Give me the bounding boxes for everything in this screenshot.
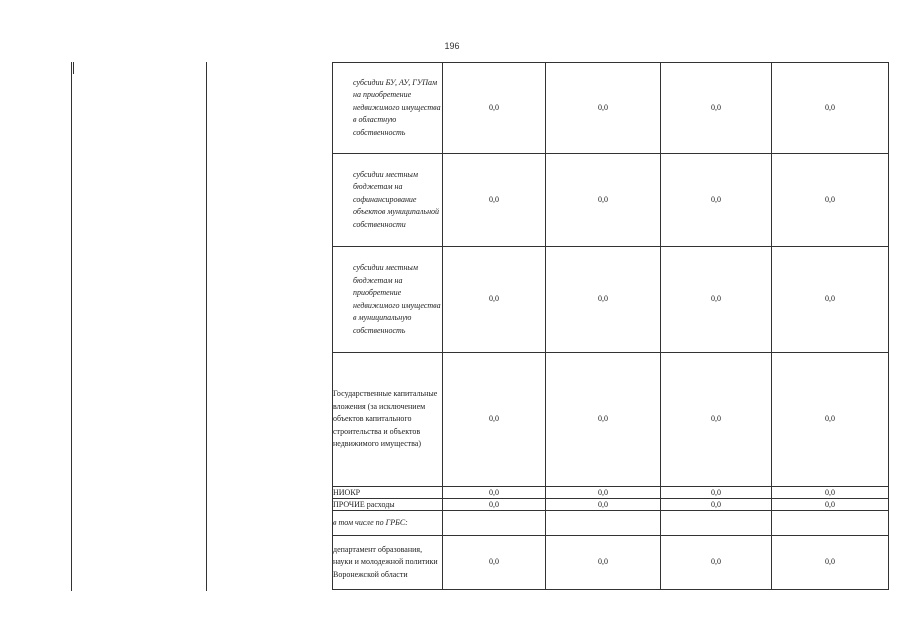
budget-table xyxy=(332,62,889,590)
row-label: субсидии БУ, АУ, ГУПам на приобретение недвижимого имущества в областную собственность xyxy=(333,63,443,154)
value-cell: 0,0 xyxy=(546,353,661,487)
row-label: в том числе по ГРБС: xyxy=(333,511,443,536)
table-row xyxy=(333,154,889,247)
table-row xyxy=(333,536,889,590)
value-cell: 0,0 xyxy=(443,536,546,590)
table-row xyxy=(333,487,889,499)
value-cell: 0,0 xyxy=(546,63,661,154)
value-cell: 0,0 xyxy=(772,247,889,353)
value-cell: 0,0 xyxy=(661,353,772,487)
row-label: субсидии местным бюджетам на софинансирование объектов муниципальной собственности xyxy=(333,154,443,247)
table-row xyxy=(333,247,889,353)
value-cell: 0,0 xyxy=(661,63,772,154)
empty-cell xyxy=(443,511,546,536)
value-cell: 0,0 xyxy=(772,63,889,154)
value-cell: 0,0 xyxy=(546,499,661,511)
value-cell: 0,0 xyxy=(772,487,889,499)
value-cell: 0,0 xyxy=(661,536,772,590)
value-cell: 0,0 xyxy=(772,154,889,247)
value-cell: 0,0 xyxy=(443,487,546,499)
empty-cell xyxy=(546,511,661,536)
row-label: департамент образования, науки и молодежной политики Воронежской области xyxy=(333,536,443,590)
page-number: 196 xyxy=(444,41,460,51)
row-label: Государственные капитальные вложения (за исключением объектов капитального строительства и объектов недвижимого имущества) xyxy=(333,353,443,487)
column-divider-left-tick xyxy=(73,62,74,74)
empty-cell xyxy=(772,511,889,536)
value-cell: 0,0 xyxy=(772,353,889,487)
value-cell: 0,0 xyxy=(443,154,546,247)
value-cell: 0,0 xyxy=(546,247,661,353)
value-cell: 0,0 xyxy=(661,247,772,353)
empty-cell xyxy=(661,511,772,536)
value-cell: 0,0 xyxy=(661,499,772,511)
value-cell: 0,0 xyxy=(661,487,772,499)
column-divider-middle xyxy=(206,62,207,591)
value-cell: 0,0 xyxy=(546,487,661,499)
value-cell: 0,0 xyxy=(443,63,546,154)
value-cell: 0,0 xyxy=(546,536,661,590)
row-label: субсидии местным бюджетам на приобретение недвижимого имущества в муниципальную собственность xyxy=(333,247,443,353)
value-cell: 0,0 xyxy=(772,499,889,511)
row-label: ПРОЧИЕ расходы xyxy=(333,499,443,511)
value-cell: 0,0 xyxy=(546,154,661,247)
value-cell: 0,0 xyxy=(443,499,546,511)
table-row xyxy=(333,499,889,511)
value-cell: 0,0 xyxy=(443,247,546,353)
column-divider-left xyxy=(71,62,72,591)
row-label: НИОКР xyxy=(333,487,443,499)
value-cell: 0,0 xyxy=(443,353,546,487)
table-row xyxy=(333,63,889,154)
value-cell: 0,0 xyxy=(661,154,772,247)
value-cell: 0,0 xyxy=(772,536,889,590)
table-row xyxy=(333,353,889,487)
table-row xyxy=(333,511,889,536)
